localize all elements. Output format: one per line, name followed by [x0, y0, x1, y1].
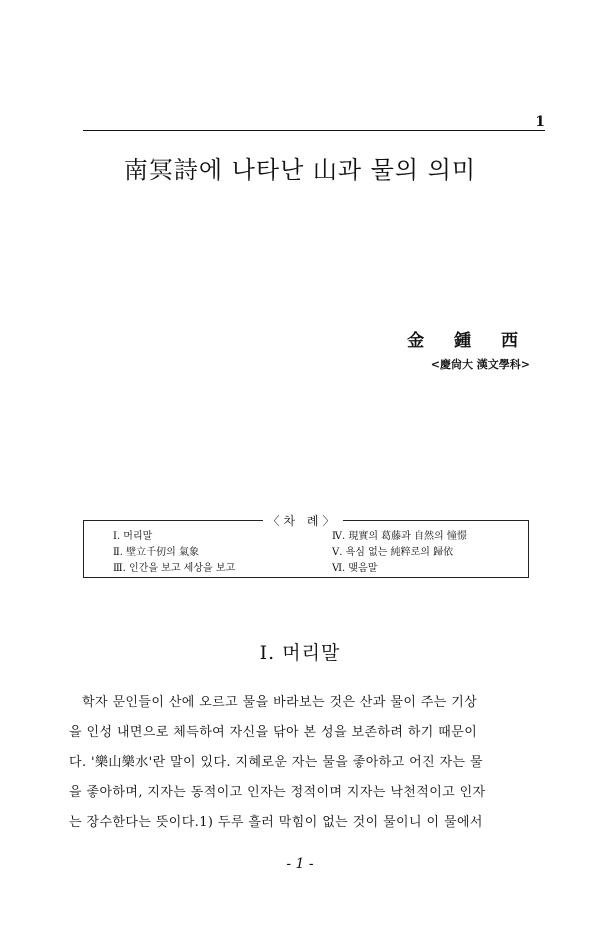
- toc-item: Ⅵ. 맺음말: [332, 563, 378, 574]
- body-line: 다. '樂山樂水'란 말이 있다. 지혜로운 자는 물을 좋아하고 어진 자는 물: [69, 755, 483, 770]
- body-line: 학자 문인들이 산에 오르고 물을 바라보는 것은 산과 물이 주는 기상: [82, 695, 478, 710]
- body-line: 는 장수한다는 뜻이다.1) 두루 흘러 막힘이 없는 것이 물이니 이 물에서: [69, 815, 483, 830]
- body-line: 을 인성 내면으로 체득하여 자신을 닦아 본 성을 보존하려 하기 때문이: [69, 725, 478, 740]
- toc-item: Ⅳ. 現實의 葛藤과 自然의 憧憬: [332, 531, 467, 542]
- toc-item: Ⅱ. 壁立千仞의 氣象: [113, 547, 199, 558]
- article-title: 南冥詩에 나타난 山과 물의 의미: [123, 156, 477, 184]
- footer-page-number: - 1 -: [286, 856, 314, 872]
- running-page-number: 1: [535, 114, 545, 130]
- section-heading: Ⅰ. 머리말: [259, 642, 341, 664]
- toc-item: Ⅰ. 머리말: [113, 531, 153, 542]
- toc-item: Ⅲ. 인간을 보고 세상을 보고: [113, 563, 236, 574]
- author-affiliation: <慶尙大 漢文學科>: [430, 358, 530, 371]
- author-name: 金 鍾 西: [407, 331, 530, 351]
- header-rule: [83, 130, 545, 131]
- body-line: 을 좋아하며, 지자는 동적이고 인자는 정적이며 지자는 낙천적이고 인자: [69, 785, 486, 800]
- toc-item: Ⅴ. 욕심 없는 純粹로의 歸依: [332, 547, 454, 558]
- toc-heading: 〈차 례〉: [263, 512, 343, 529]
